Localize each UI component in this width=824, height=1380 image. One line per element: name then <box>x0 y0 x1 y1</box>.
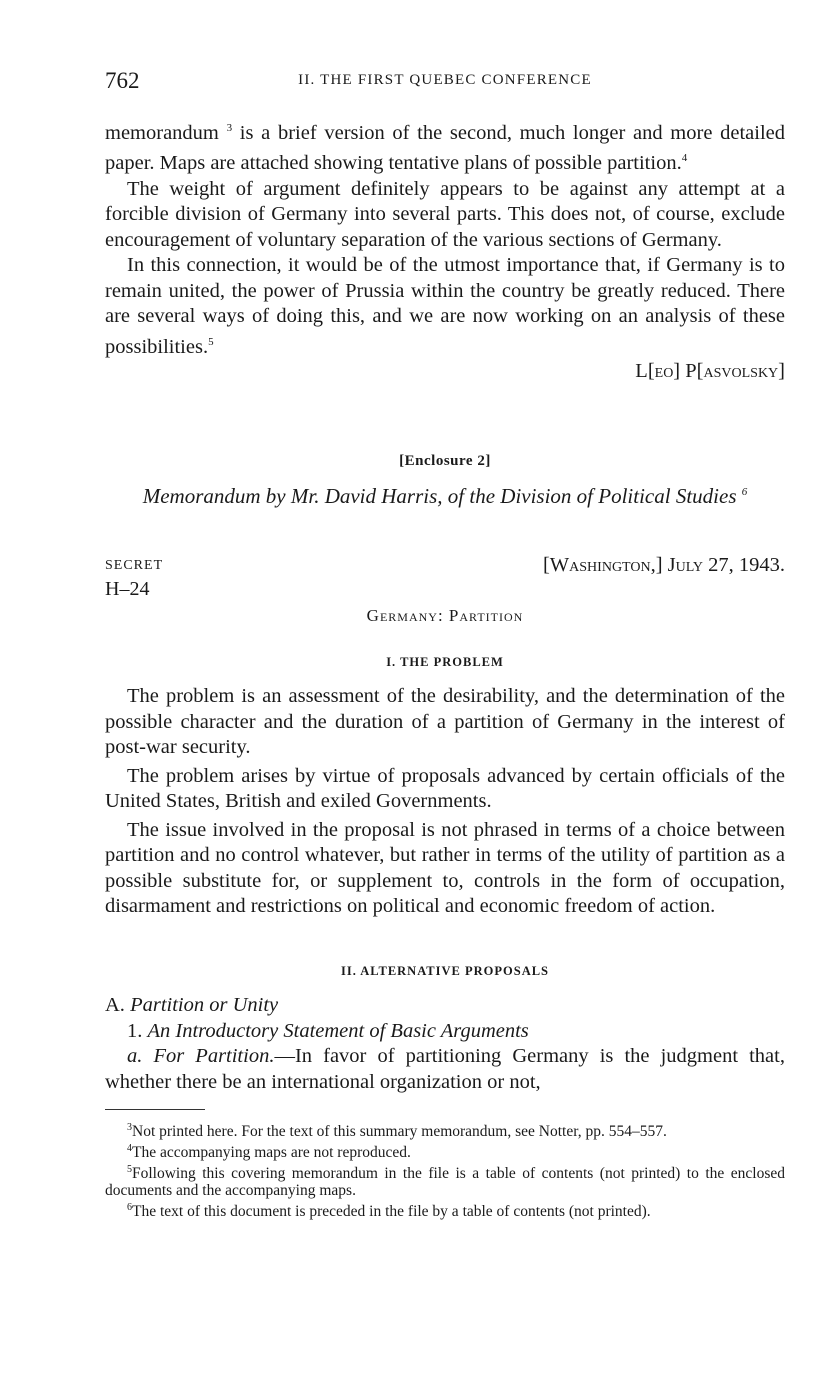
problem-paragraph-1: The problem is an assessment of the desirability, and the determination of the possible character and the duration of a partition of Germany in the interest of post-war security. <box>105 685 785 758</box>
problem-paragraph-2: The problem arises by virtue of proposals advanced by certain officials of the United States, British and exiled Governments. <box>105 764 785 812</box>
for-partition-paragraph: a. For Partition.—In favor of partitioning Germany is the judgment that, whether there be an international organization or not, <box>105 1045 785 1093</box>
footnote-3: $^3$Not printed here. For the text of this summary memorandum, see Notter, pp. 554–557. <box>127 1122 667 1141</box>
subsection-a-heading: A. Partition or Unity <box>105 994 279 1016</box>
footnote-ref-5[interactable]: 5 <box>208 335 214 348</box>
footnote-4: $^4$The accompanying maps are not reproduced. <box>127 1143 411 1162</box>
footnote-ref-4[interactable]: 4 <box>681 152 688 165</box>
enclosure-label: [Enclosure 2] <box>399 453 491 469</box>
intro-paragraph-1: memorandum $^3$ is a brief version of the second, much longer and more detailed paper. Maps are attached showing tentative plans of possible partition.$^4$ <box>105 121 785 175</box>
footnote-ref-6[interactable]: 6 <box>741 486 748 498</box>
page-number: 762 <box>105 68 140 93</box>
footnotes <box>105 1119 785 1221</box>
problem-paragraph-3: The issue involved in the proposal is not phrased in terms of a choice between partition and no control whatever, but rather in terms of the utility of partition as a possible substitute for, or supplement to, controls in the form of occupation, disarmament and restrictions on political and economic freedom of action. <box>105 818 785 917</box>
classification-label: SECRET <box>105 558 164 573</box>
intro-text <box>105 116 785 383</box>
section-problem-text <box>105 684 785 920</box>
memorandum-title: Memorandum by Mr. David Harris, of the Division of Political Studies $^6$ <box>142 484 748 508</box>
footnote-rule <box>105 1109 205 1110</box>
intro-paragraph-2: The weight of argument definitely appears to be against any attempt at a forcible division of Germany into several parts. This does not, of course, exclude encouragement of voluntary separation of the various sections of Germany. <box>105 177 785 251</box>
signature: L[eo] P[asvolsky] <box>635 359 785 382</box>
dateline: [Washington,] July 27, 1943. <box>542 554 785 576</box>
memo-meta <box>105 554 785 604</box>
subsection-1-heading: 1. An Introductory Statement of Basic Arguments <box>127 1019 529 1042</box>
footnote-5: $^5$Following this covering memorandum in the file is a table of contents (not printed) to the enclosed documents and the accompanying maps. <box>105 1164 785 1200</box>
document-code: H–24 <box>105 578 150 600</box>
section-heading-alternatives: II. ALTERNATIVE PROPOSALS <box>340 964 550 978</box>
running-head: II. THE FIRST QUEBEC CONFERENCE <box>298 72 592 88</box>
memo-subject: Germany: Partition <box>366 606 524 625</box>
section-alternatives-text <box>105 993 785 1095</box>
intro-paragraph-3: In this connection, it would be of the utmost importance that, if Germany is to remain united, the power of Prussia within the country be greatly reduced. There are several ways of doing this, and we are now working on an analysis of these possibilities.$^5$ <box>105 254 785 358</box>
footnote-ref-3[interactable]: 3 <box>226 122 233 134</box>
page-header <box>105 68 785 98</box>
section-heading-problem: I. THE PROBLEM <box>386 655 504 669</box>
footnote-6: $^6$The text of this document is preceded in the file by a table of contents (not printed). <box>127 1202 651 1221</box>
